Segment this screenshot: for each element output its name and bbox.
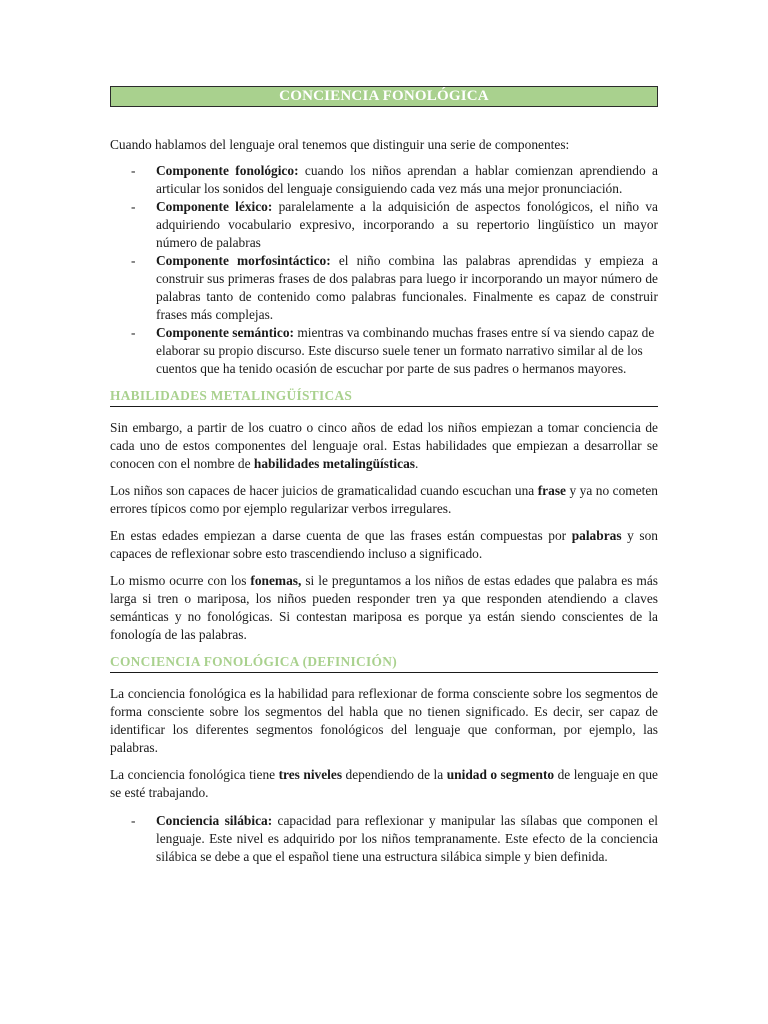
- list-bullet: -: [131, 199, 136, 214]
- list-bullet: -: [131, 325, 136, 340]
- text-run: de lenguaje en que se esté trabajando.: [110, 767, 658, 800]
- text-run: dependiendo de la: [342, 767, 447, 782]
- text-run: y son capaces de reflexionar sobre esto trascendiendo incluso a significado.: [110, 528, 658, 561]
- list-item: [110, 324, 658, 378]
- paragraph: [110, 482, 658, 518]
- bold-term: palabras: [571, 528, 622, 543]
- bold-term: habilidades metalingüísticas: [253, 456, 415, 471]
- bold-term: unidad o segmento: [446, 767, 555, 782]
- list-item: [110, 198, 658, 252]
- item-text: mientras va combinando muchas frases entre sí va siendo capaz de elaborar su propio discurso. Este discurso suele tener un formato narrativo similar al de los cuentos que ha tenido ocasión de escuchar por parte de sus padres o hermanos mayores.: [156, 325, 655, 376]
- paragraph: [110, 419, 658, 473]
- list-bullet: -: [131, 253, 136, 268]
- bold-term: fonemas,: [250, 573, 302, 588]
- text-run: La conciencia fonológica tiene: [110, 767, 279, 782]
- section-heading-definition: CONCIENCIA FONOLÓGICA (DEFINICIÓN): [110, 653, 658, 673]
- paragraph: La conciencia fonológica es la habilidad para reflexionar de forma consciente sobre los segmentos de forma consciente sobre los segmentos del habla que no tienen significado. Es decir, ser capaz de identificar los diferentes segmentos fonológicos del lenguaje que conforman, por ejemplo, las palabras.: [110, 686, 658, 755]
- intro-paragraph: Cuando hablamos del lenguaje oral tenemos que distinguir una serie de componentes:: [110, 137, 570, 152]
- document-body: [110, 86, 658, 866]
- list-bullet: -: [131, 813, 136, 828]
- item-term: Componente fonológico:: [156, 163, 299, 178]
- item-text: el niño combina las palabras aprendidas y empieza a construir sus primeras frases de dos palabras para luego ir incorporando un mayor número de palabras tanto de contenido como palabras funcionales. Finalmente es capaz de construir frases más complejas.: [156, 253, 658, 322]
- text-run: Sin embargo, a partir de los cuatro o cinco años de edad los niños empiezan a tomar conciencia de cada uno de estos componentes del lenguaje oral. Estas habilidades que empiezan a desarrollar se conocen con el nombre de: [110, 420, 658, 471]
- list-item: [110, 812, 658, 866]
- item-term: Conciencia silábica:: [156, 813, 273, 828]
- levels-list: [110, 812, 658, 866]
- paragraph: [110, 572, 658, 644]
- item-text: paralelamente a la adquisición de aspectos fonológicos, el niño va adquiriendo vocabulario expresivo, incorporando a su repertorio lingüístico un mayor número de palabras: [156, 199, 658, 250]
- text-run: Los niños son capaces de hacer juicios de gramaticalidad cuando escuchan una: [110, 483, 538, 498]
- paragraph: [110, 766, 658, 802]
- section-heading-metalinguistic: HABILIDADES METALINGÜÍSTICAS: [110, 387, 658, 407]
- document-title: CONCIENCIA FONOLÓGICA: [110, 86, 658, 107]
- item-text: capacidad para reflexionar y manipular las sílabas que componen el lenguaje. Este nivel es adquirido por los niños tempranamente. Este efecto de la conciencia silábica se debe a que el español tiene una estructura silábica simple y bien definida.: [156, 813, 659, 864]
- text-run: En estas edades empiezan a darse cuenta de que las frases están compuestas por: [110, 528, 572, 543]
- item-text: cuando los niños aprendan a hablar comienzan aprendiendo a articular los sonidos del lenguaje consiguiendo cada vez más una mejor pronunciación.: [156, 163, 658, 196]
- bold-term: frase: [537, 483, 566, 498]
- text-run: si le preguntamos a los niños de estas edades que palabra es más larga si tren o mariposa, los niños pueden responder tren ya que responden atendiendo a claves semánticas y no fonológicas. Si contestan mariposa es porque ya están siendo conscientes de la fonología de las palabras.: [110, 573, 658, 642]
- text-run: Lo mismo ocurre con los: [110, 573, 251, 588]
- text-run: y ya no cometen errores típicos como por ejemplo regularizar verbos irregulares.: [110, 483, 658, 516]
- text-run: .: [414, 456, 419, 471]
- paragraph: [110, 527, 658, 563]
- item-term: Componente léxico:: [156, 199, 273, 214]
- list-item: [110, 162, 658, 198]
- list-bullet: -: [131, 163, 136, 178]
- components-list: [110, 162, 658, 378]
- item-term: Componente morfosintáctico:: [156, 253, 331, 268]
- list-item: [110, 252, 658, 324]
- item-term: Componente semántico:: [156, 325, 294, 340]
- bold-term: tres niveles: [278, 767, 343, 782]
